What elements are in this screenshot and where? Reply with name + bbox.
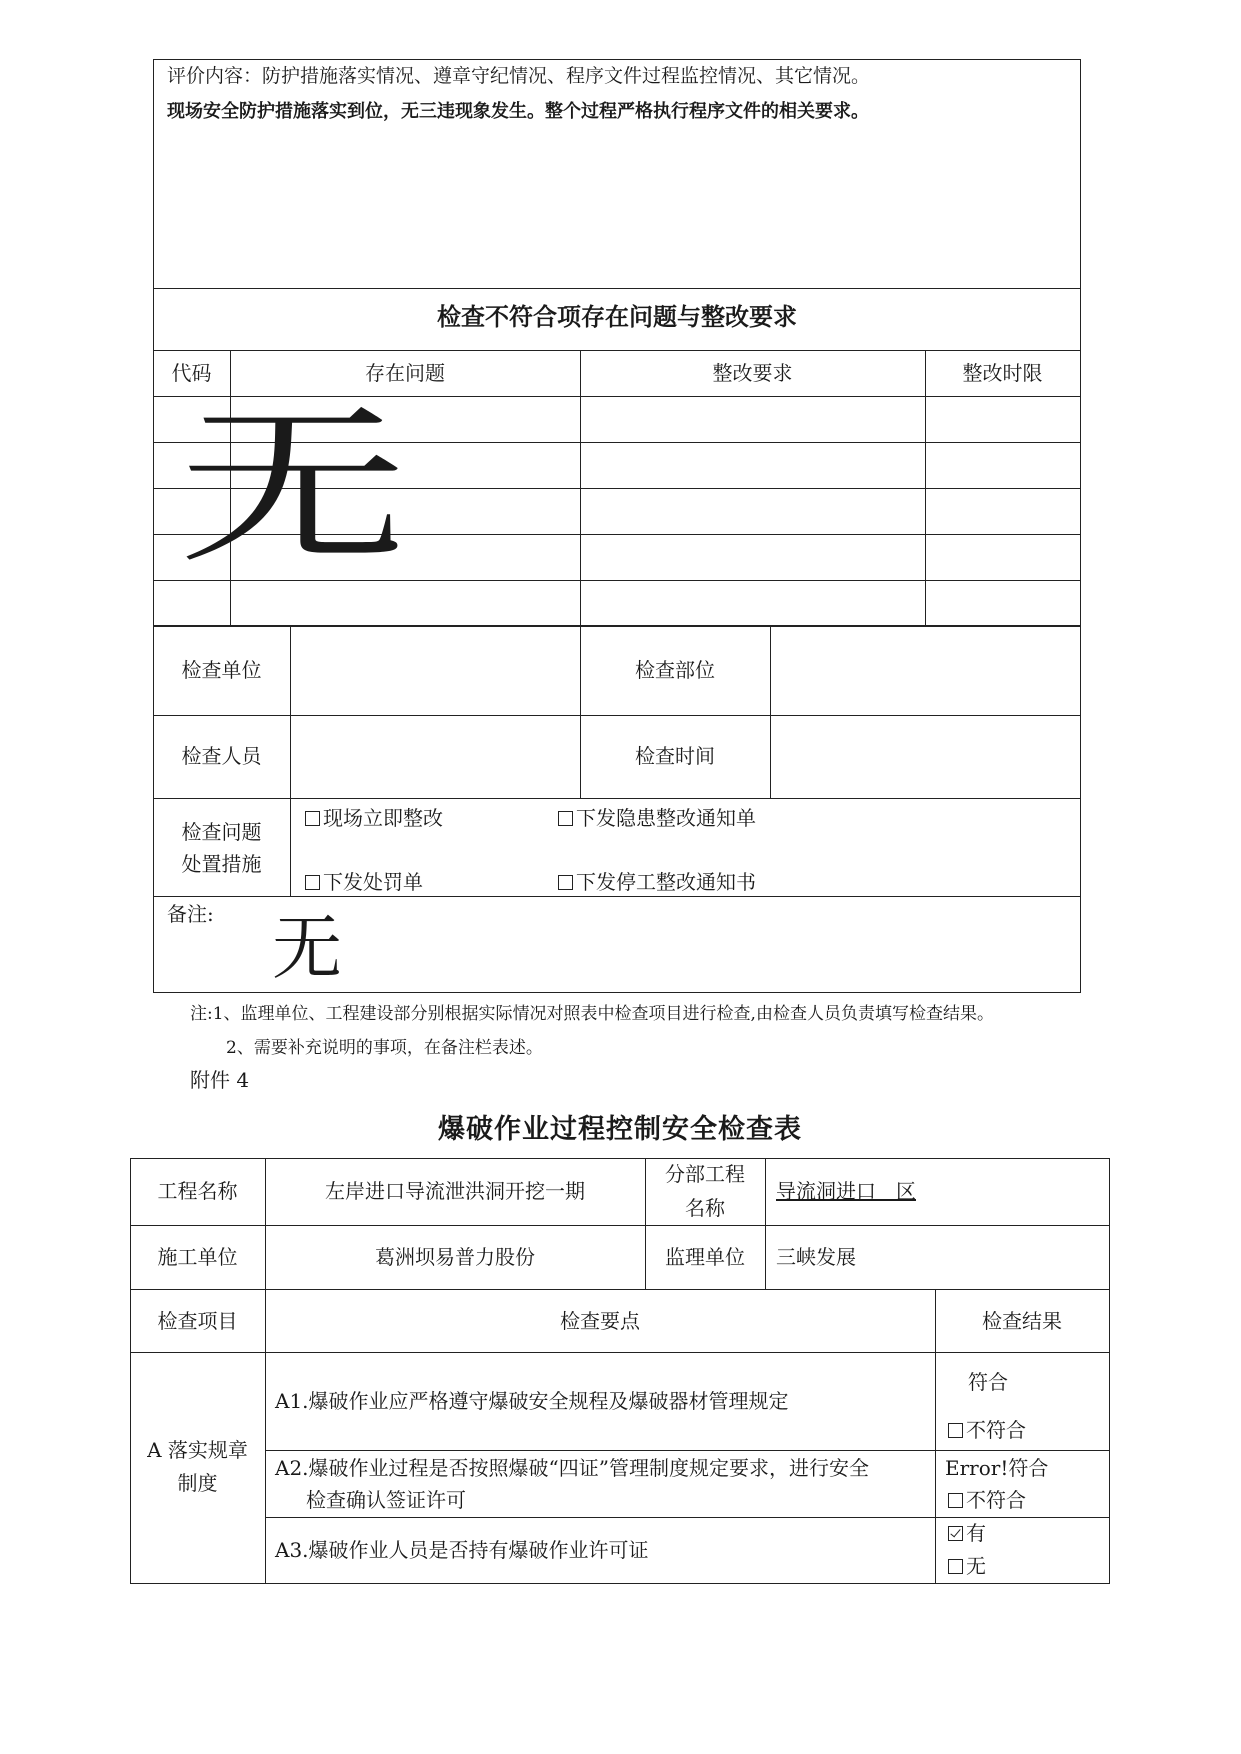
inspection-unit-label: 检查单位 <box>181 658 262 682</box>
option-immediate-fix[interactable]: 现场立即整改 <box>305 806 443 830</box>
project-name-label: 工程名称 <box>157 1179 238 1203</box>
column-code: 代码 <box>171 361 212 385</box>
check-point-a1: A1.爆破作业应严格遵守爆破安全规程及爆破器材管理规定 <box>275 1389 789 1413</box>
checked-checkbox-icon[interactable] <box>948 1526 963 1541</box>
points-header: 检查要点 <box>560 1309 640 1333</box>
checkbox-icon[interactable] <box>305 875 320 890</box>
sub-project-value: 导流洞进口 区 <box>776 1179 916 1203</box>
a1-result-noncomply[interactable]: 不符合 <box>948 1418 1026 1442</box>
attachment-label: 附件 4 <box>190 1068 250 1092</box>
option-hazard-notice[interactable]: 下发隐患整改通知单 <box>558 806 756 830</box>
checkbox-icon[interactable] <box>558 811 573 826</box>
inspection-person-label: 检查人员 <box>181 744 262 768</box>
note-line-2: 2、需要补充说明的事项，在备注栏表述。 <box>226 1038 543 1058</box>
category-label-line1: A 落实规章 <box>147 1438 248 1462</box>
check-point-a2-line2: 检查确认签证许可 <box>306 1488 466 1512</box>
project-name-value: 左岸进口导流泄洪洞开挖一期 <box>325 1179 585 1203</box>
measures-label-line1: 检查问题 <box>181 820 262 844</box>
inspection-time-label: 检查时间 <box>635 744 715 768</box>
a2-result-error-comply: Error!符合 <box>945 1456 1049 1480</box>
check-point-a2-line1: A2.爆破作业过程是否按照爆破“四证”管理制度规定要求，进行安全 <box>275 1456 869 1480</box>
a2-result-noncomply[interactable]: 不符合 <box>948 1488 1026 1512</box>
column-problem: 存在问题 <box>365 361 445 385</box>
inspection-part-label: 检查部位 <box>635 658 715 682</box>
a3-result-yes[interactable]: 有 <box>948 1521 986 1545</box>
column-requirement: 整改要求 <box>712 361 793 385</box>
checkbox-icon[interactable] <box>948 1423 963 1438</box>
sub-project-label-line2: 名称 <box>685 1196 725 1220</box>
checkbox-icon[interactable] <box>305 811 320 826</box>
category-label-line2: 制度 <box>177 1471 218 1495</box>
contractor-label: 施工单位 <box>157 1245 238 1269</box>
issues-heading: 检查不符合项存在问题与整改要求 <box>437 302 797 331</box>
supervisor-value: 三峡发展 <box>776 1245 856 1269</box>
contractor-value: 葛洲坝易普力股份 <box>375 1245 535 1269</box>
supervisor-label: 监理单位 <box>665 1245 745 1269</box>
remarks-label: 备注: <box>167 902 214 926</box>
checkbox-icon[interactable] <box>558 875 573 890</box>
checkbox-icon[interactable] <box>948 1559 963 1574</box>
evaluation-label: 评价内容：防护措施落实情况、遵章守纪情况、程序文件过程监控情况、其它情况。 <box>167 65 871 87</box>
option-penalty-notice[interactable]: 下发处罚单 <box>305 870 423 894</box>
result-header: 检查结果 <box>982 1309 1062 1333</box>
a3-result-no[interactable]: 无 <box>948 1554 986 1578</box>
note-line-1: 注:1、监理单位、工程建设部分别根据实际情况对照表中检查项目进行检查,由检查人员负责填写检查结果。 <box>190 1004 994 1024</box>
item-header: 检查项目 <box>157 1309 238 1333</box>
form-title: 爆破作业过程控制安全检查表 <box>438 1114 802 1145</box>
column-deadline: 整改时限 <box>962 361 1043 385</box>
handwritten-none-large: 无 <box>178 389 408 587</box>
handwritten-none-small: 无 <box>272 907 342 989</box>
measures-label-line2: 处置措施 <box>181 852 262 876</box>
evaluation-text: 现场安全防护措施落实到位，无三违现象发生。整个过程严格执行程序文件的相关要求。 <box>167 101 869 122</box>
sub-project-label-line1: 分部工程 <box>665 1162 745 1186</box>
option-stop-work-notice[interactable]: 下发停工整改通知书 <box>558 870 756 894</box>
a1-result-comply: 符合 <box>968 1370 1008 1394</box>
checkbox-icon[interactable] <box>948 1493 963 1508</box>
check-point-a3: A3.爆破作业人员是否持有爆破作业许可证 <box>275 1538 649 1562</box>
